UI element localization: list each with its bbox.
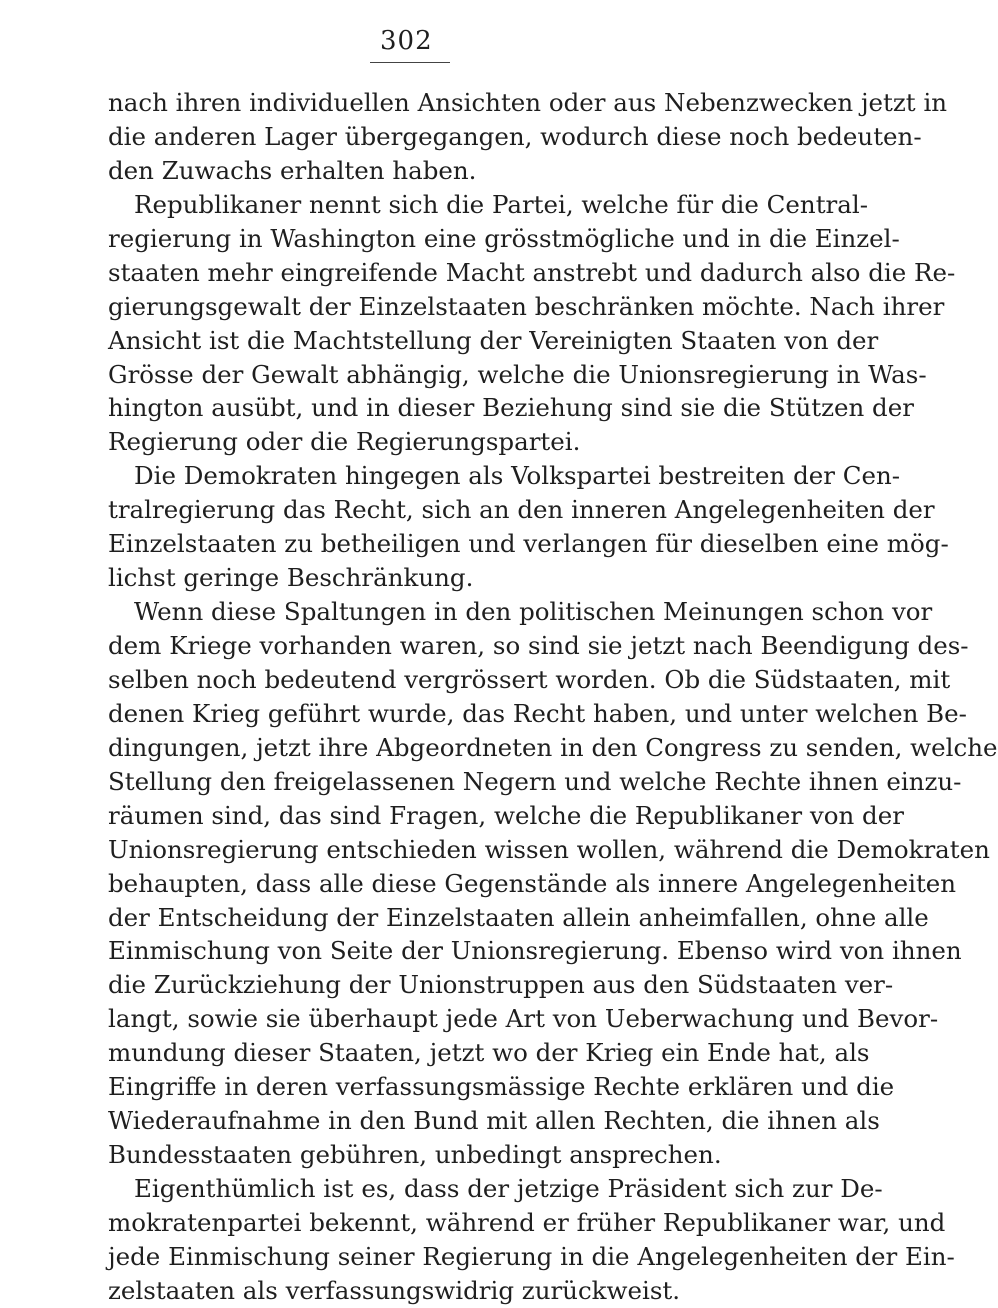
text-line: regierung in Washington eine grösstmögliche und in die Einzel- xyxy=(108,223,900,253)
text-line: Eingriffe in deren verfassungsmässige Rechte erklären und die xyxy=(108,1072,895,1102)
text-line: hington ausübt, und in dieser Beziehung sind sie die Stützen der xyxy=(108,393,914,423)
text-line: Die Demokraten hingegen als Volkspartei bestreiten der Cen- xyxy=(134,461,901,491)
text-line: jede Einmischung seiner Regierung in die Angelegenheiten der Ein- xyxy=(108,1241,955,1271)
text-line: zelstaaten als verfassungswidrig zurückweist. xyxy=(108,1275,681,1305)
text-line: Bundesstaaten gebühren, unbedingt ansprechen. xyxy=(108,1140,722,1170)
text-line: Einmischung von Seite der Unionsregierung. Ebenso wird von ihnen xyxy=(108,936,962,966)
text-line: Wenn diese Spaltungen in den politischen Meinungen schon vor xyxy=(134,597,933,627)
text-line: tralregierung das Recht, sich an den inneren Angelegenheiten der xyxy=(108,495,935,525)
text-line: der Entscheidung der Einzelstaaten allein anheimfallen, ohne alle xyxy=(108,902,929,932)
text-line: Wiederaufnahme in den Bund mit allen Rechten, die ihnen als xyxy=(108,1106,880,1136)
text-line: räumen sind, das sind Fragen, welche die Republikaner von der xyxy=(108,800,904,830)
text-line: Einzelstaaten zu betheiligen und verlangen für dieselben eine mög- xyxy=(108,529,949,559)
text-line: Stellung den freigelassenen Negern und welche Rechte ihnen einzu- xyxy=(108,766,962,796)
body-text xyxy=(108,86,998,1308)
text-line: Grösse der Gewalt abhängig, welche die Unionsregierung in Was- xyxy=(108,359,927,389)
text-line: behaupten, dass alle diese Gegenstände als innere Angelegenheiten xyxy=(108,868,957,898)
text-line: denen Krieg geführt wurde, das Recht haben, und unter welchen Be- xyxy=(108,698,967,728)
text-line: dem Kriege vorhanden waren, so sind sie jetzt nach Beendigung des- xyxy=(108,631,969,660)
text-line: langt, sowie sie überhaupt jede Art von Ueberwachung und Bevor- xyxy=(108,1004,939,1034)
text-line: gierungsgewalt der Einzelstaaten beschränken möchte. Nach ihrer xyxy=(108,291,945,321)
text-line: lichst geringe Beschränkung. xyxy=(108,563,474,593)
text-line: Eigenthümlich ist es, dass der jetzige Präsident sich zur De- xyxy=(134,1174,883,1203)
text-line: mundung dieser Staaten, jetzt wo der Krieg ein Ende hat, als xyxy=(108,1038,870,1068)
text-line: den Zuwachs erhalten haben. xyxy=(108,155,477,185)
text-line: staaten mehr eingreifende Macht anstrebt und dadurch also die Re- xyxy=(108,257,956,287)
text-line: mokratenpartei bekennt, während er früher Republikaner war, und xyxy=(108,1207,946,1237)
text-line: selben noch bedeutend vergrössert worden. Ob die Südstaaten, mit xyxy=(108,664,951,694)
text-line: die anderen Lager übergegangen, wodurch diese noch bedeuten- xyxy=(108,121,922,151)
text-line: Unionsregierung entschieden wissen wollen, während die Demokraten xyxy=(108,834,990,864)
text-line: Regierung oder die Regierungspartei. xyxy=(108,427,581,457)
text-line: dingungen, jetzt ihre Abgeordneten in den Congress zu senden, welche xyxy=(108,732,998,762)
text-line: nach ihren individuellen Ansichten oder aus Nebenzwecken jetzt in xyxy=(108,88,948,117)
page-number-underline xyxy=(370,62,450,63)
text-line: die Zurückziehung der Unionstruppen aus den Südstaaten ver- xyxy=(108,970,894,1000)
text-line: Republikaner nennt sich die Partei, welche für die Central- xyxy=(134,189,868,219)
text-line: Ansicht ist die Machtstellung der Vereinigten Staaten von der xyxy=(108,325,879,355)
page-number: 302 xyxy=(380,26,433,56)
